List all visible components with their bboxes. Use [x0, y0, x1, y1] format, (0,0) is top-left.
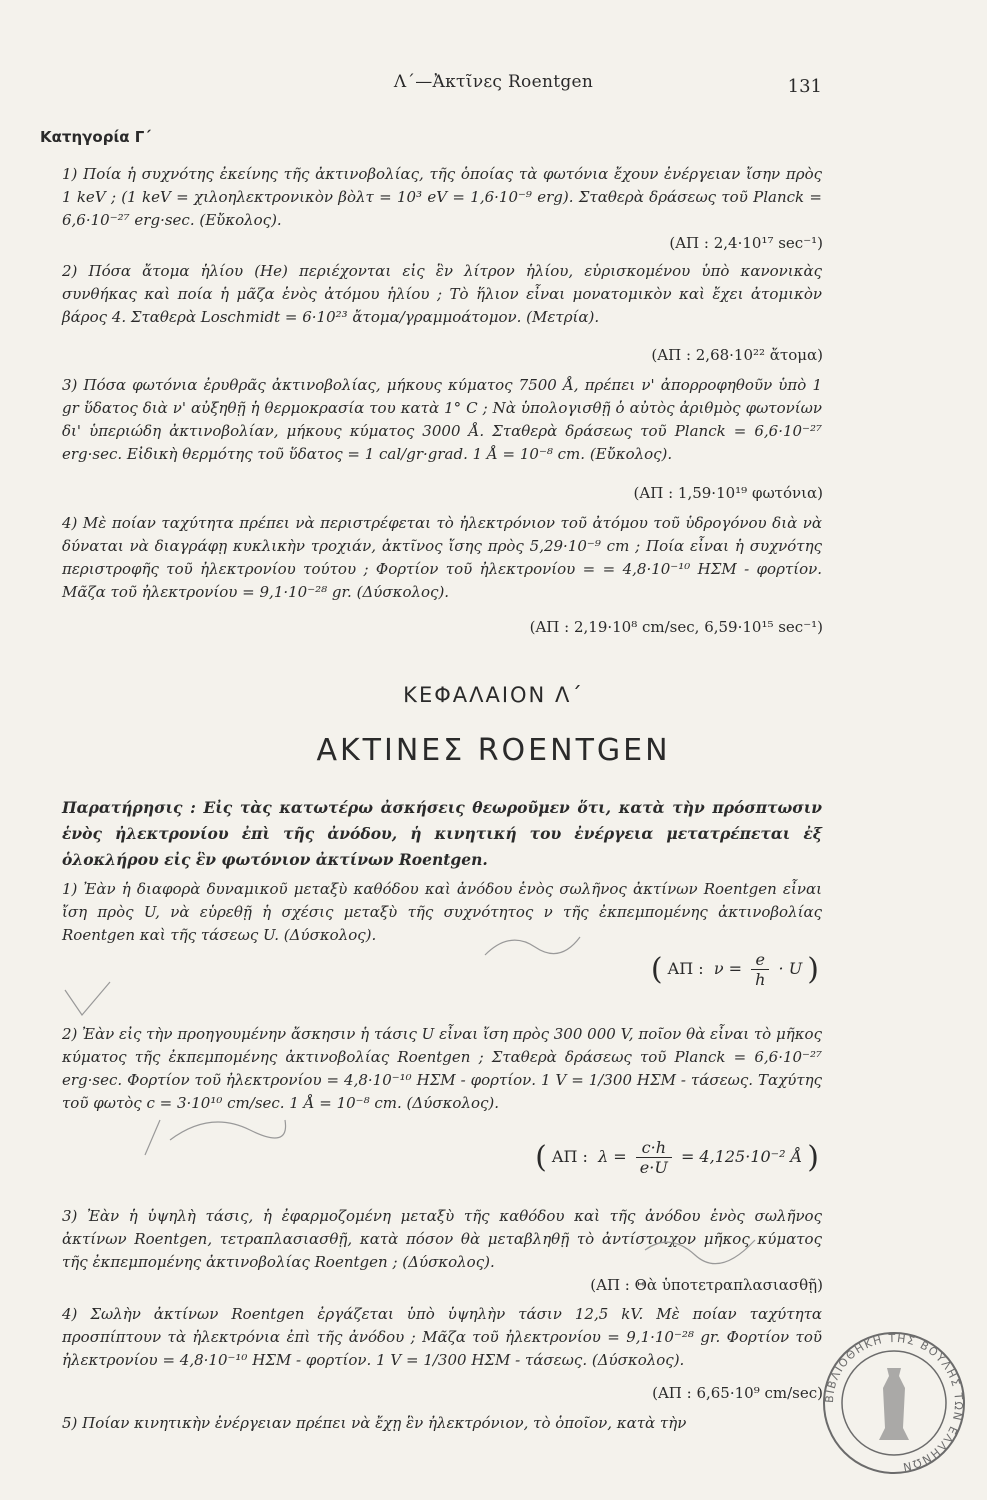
- running-header: Λ΄—Ἀκτῖνες Roentgen: [393, 72, 594, 92]
- answer-a1: (ΑΠ : 2,4·10¹⁷ sec⁻¹): [669, 234, 823, 252]
- answer-b2-label: ΑΠ :: [551, 1147, 588, 1166]
- problem-a2: 2) Πόσα ἄτομα ἡλίου (He) περιέχονται εἰς ἓν λίτρον ἡλίου, εὑρισκομένου ὑπὸ κανονικὰς συνθήκας καὶ ποία ἡ μᾶζα ἑνὸς ἀτόμου ἡλίου ; Τὸ ἥλιον εἶναι μονατομικὸν καὶ ἔχει ἀτομικὸν βάρος 4. Σταθερὰ Loschmidt = 6·10²³ ἄτομα/γραμμοάτομον. (Μετρία).: [62, 262, 822, 326]
- problem-b1: 1) Ἐὰν ἡ διαφορὰ δυναμικοῦ μεταξὺ καθόδου καὶ ἀνόδου ἑνὸς σωλῆνος ἀκτίνων Roentgen εἶναι ἴση πρὸς U, νὰ εὑρεθῇ ἡ σχέσις μεταξὺ τῆς συχνότητος ν τῆς ἐκπεμπομένης ἀκτινοβολίας Roentgen καὶ τῆς τάσεως U. (Δύσκολος).: [62, 880, 822, 944]
- answer-b2-num: c·h: [636, 1138, 672, 1158]
- pencil-mark-1: [480, 925, 590, 965]
- answer-b1-num: e: [751, 950, 769, 970]
- answer-b2-fraction: [636, 1138, 672, 1177]
- answer-b2-formula: ( ΑΠ : λ = $\frac{c\cdot h}{e\cdot U}$ = 4,125·10⁻² Å ): [535, 1138, 819, 1177]
- svg-text:ΒΙΒΛΙΟΘΗΚΗ ΤΗΣ ΒΟΥΛΗΣ ΤΩΝ ΕΛΛΗ: ΒΙΒΛΙΟΘΗΚΗ ΤΗΣ ΒΟΥΛΗΣ ΤΩΝ ΕΛΛΗΝΩΝ: [822, 1331, 966, 1474]
- pencil-mark-3: [640, 1230, 760, 1270]
- observation-note: Παρατήρησις : Εἰς τὰς κατωτέρω ἀσκήσεις θεωροῦμεν ὅτι, κατὰ τὴν πρόσπτωσιν ἑνὸς ἠλεκτρονίου ἐπὶ τῆς ἀνόδου, ἡ κινητική του ἐνέργεια μετατρέπεται ἐξ ὁλοκλήρου εἰς ἓν φωτόνιον ἀκτίνων Roentgen.: [62, 798, 822, 869]
- category-heading: Κατηγορία Γ΄: [40, 128, 151, 146]
- answer-a4: (ΑΠ : 2,19·10⁸ cm/sec, 6,59·10¹⁵ sec⁻¹): [529, 618, 823, 636]
- answer-b3: (ΑΠ : Θὰ ὑποτετραπλασιασθῇ): [590, 1276, 823, 1294]
- problem-b3: 3) Ἐὰν ἡ ὑψηλὴ τάσις, ἡ ἐφαρμοζομένη μεταξὺ τῆς καθόδου καὶ τῆς ἀνόδου ἑνὸς σωλῆνος ἀκτίνων Roentgen, τετραπλασιασθῇ, κατὰ πόσον θὰ μεταβληθῇ τὸ ἀντίστοιχον μῆκος κύματος τῆς ἐκπεμπομένης ἀκτινοβολίας Roentgen ; (Δύσκολος).: [62, 1207, 822, 1271]
- answer-b2-lhs: λ =: [598, 1147, 627, 1166]
- library-stamp: [819, 1328, 969, 1478]
- pencil-mark-2: [140, 1100, 290, 1160]
- pencil-check-1: [60, 980, 120, 1020]
- answer-b4: (ΑΠ : 6,65·10⁹ cm/sec): [652, 1384, 823, 1402]
- answer-b1-fraction: [751, 950, 769, 989]
- problem-b4: 4) Σωλὴν ἀκτίνων Roentgen ἐργάζεται ὑπὸ ὑψηλὴν τάσιν 12,5 kV. Μὲ ποίαν ταχύτητα προσπίπτουν τὰ ἠλεκτρόνια ἐπὶ τῆς ἀνόδου ; Μᾶζα τοῦ ἠλεκτρονίου = 9,1·10⁻²⁸ gr. Φορτίον τοῦ ἠλεκτρονίου = 4,8·10⁻¹⁰ ΗΣΜ - φορτίον. 1 V = 1/300 ΗΣΜ - τάσεως. (Δύσκολος).: [62, 1305, 822, 1369]
- answer-b1-label: ΑΠ :: [667, 959, 704, 978]
- answer-a2: (ΑΠ : 2,68·10²² ἄτομα): [651, 346, 823, 364]
- problem-a4: 4) Μὲ ποίαν ταχύτητα πρέπει νὰ περιστρέφεται τὸ ἠλεκτρόνιον τοῦ ἀτόμου τοῦ ὑδρογόνου διὰ νὰ δύναται νὰ διαγράφῃ κυκλικὴν τροχιάν, ἀκτῖνος ἴσης πρὸς 5,29·10⁻⁹ cm ; Ποία εἶναι ἡ συχνότης περιστροφῆς τοῦ ἠλεκτρονίου τούτου ; Φορτίον τοῦ ἠλεκτρονίου = = 4,8·10⁻¹⁰ ΗΣΜ - φορτίον. Μᾶζα τοῦ ἠλεκτρονίου = 9,1·10⁻²⁸ gr. (Δύσκολος).: [62, 514, 822, 601]
- answer-b1-formula: ( ΑΠ : ν = $\frac{e}{h}$ · U ): [650, 950, 819, 989]
- page-number: 131: [787, 76, 822, 97]
- chapter-subtitle: ΑΚΤΙΝΕΣ ROENTGEN: [316, 733, 671, 768]
- answer-a3: (ΑΠ : 1,59·10¹⁹ φωτόνια): [633, 484, 823, 502]
- answer-b2-den: e·U: [639, 1158, 668, 1177]
- problem-a1: 1) Ποία ἡ συχνότης ἐκείνης τῆς ἀκτινοβολίας, τῆς ὁποίας τὰ φωτόνια ἔχουν ἐνέργειαν ἴσην πρὸς 1 keV ; (1 keV = χιλοηλεκτρονικὸν βὸλτ = 10³ eV = 1,6·10⁻⁹ erg). Σταθερὰ δράσεως τοῦ Planck = 6,6·10⁻²⁷ erg·sec. (Εὔκολος).: [62, 165, 822, 229]
- answer-b2-rest: = 4,125·10⁻² Å: [680, 1147, 803, 1166]
- answer-b1-rest: · U: [778, 959, 803, 978]
- problem-b2: 2) Ἐὰν εἰς τὴν προηγουμένην ἄσκησιν ἡ τάσις U εἶναι ἴση πρὸς 300 000 V, ποῖον θὰ εἶναι τὸ μῆκος κύματος τῆς ἐκπεμπομένης ἀκτινοβολίας Roentgen ; Σταθερὰ δράσεως τοῦ Planck = 6,6·10⁻²⁷ erg·sec. Φορτίον τοῦ ἠλεκτρονίου = 4,8·10⁻¹⁰ ΗΣΜ - φορτίον. 1 V = 1/300 ΗΣΜ - τάσεως. Ταχύτης τοῦ φωτὸς c = 3·10¹⁰ cm/sec. 1 Å = 10⁻⁸ cm. (Δύσκολος).: [62, 1025, 822, 1112]
- problem-b5: 5) Ποίαν κινητικὴν ἐνέργειαν πρέπει νὰ ἔχῃ ἓν ἠλεκτρόνιον, τὸ ὁποῖον, κατὰ τὴν: [62, 1414, 687, 1432]
- problem-a3: 3) Πόσα φωτόνια ἐρυθρᾶς ἀκτινοβολίας, μήκους κύματος 7500 Å, πρέπει ν' ἀπορροφηθοῦν ὑπὸ 1 gr ὕδατος διὰ ν' αὐξηθῇ ἡ θερμοκρασία του κατὰ 1° C ; Νὰ ὑπολογισθῇ ὁ αὐτὸς ἀριθμὸς φωτονίων δι' ὑπεριώδη ἀκτινοβολίαν, μήκους κύματος 3000 Å. Σταθερὰ δράσεως τοῦ Planck = 6,6·10⁻²⁷ erg·sec. Εἰδικὴ θερμότης τοῦ ὕδατος = 1 cal/gr·grad. 1 Å = 10⁻⁸ cm. (Εὔκολος).: [62, 376, 822, 463]
- chapter-title: ΚΕΦΑΛΑΙΟΝ Λ΄: [403, 683, 584, 707]
- answer-b1-den: h: [755, 970, 766, 989]
- answer-b1-lhs: ν =: [713, 959, 743, 978]
